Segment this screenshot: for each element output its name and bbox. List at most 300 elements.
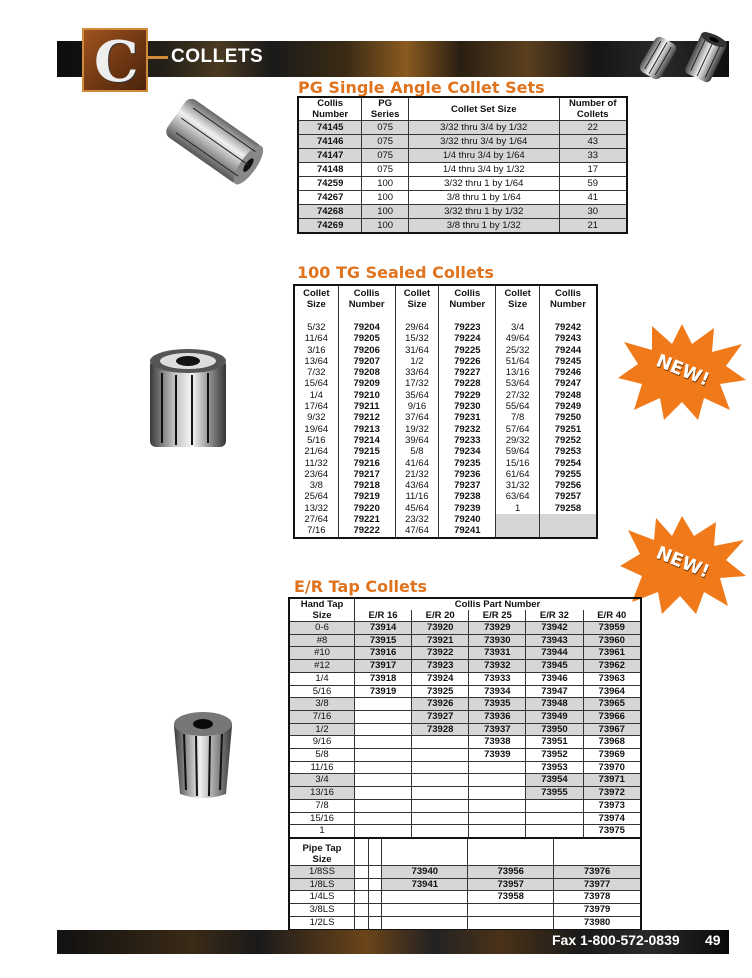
col-header: E/R 20 (412, 610, 469, 622)
cell: 5/16 (294, 435, 338, 446)
cell: 79248 (539, 390, 597, 401)
cell: 79213 (338, 424, 395, 435)
cell: 79215 (338, 446, 395, 457)
cell: 5/16 (289, 685, 355, 698)
cell: 73958 (468, 891, 554, 904)
cell: 79231 (439, 412, 496, 423)
cell: 73916 (355, 647, 412, 660)
cell: 33 (559, 149, 627, 163)
cell: 73931 (469, 647, 526, 660)
cell: 11/32 (294, 458, 338, 469)
col-header: E/R 32 (526, 610, 583, 622)
cell (526, 825, 583, 838)
cell: 73936 (469, 710, 526, 723)
cell: 9/16 (395, 401, 439, 412)
cell (355, 736, 412, 749)
cell: 17/64 (294, 401, 338, 412)
cell: 3/8LS (289, 904, 355, 917)
cell (539, 514, 597, 525)
table-row (294, 469, 597, 480)
cell: 79204 (338, 322, 395, 333)
table-row (298, 177, 627, 191)
cell: 73921 (412, 634, 469, 647)
cell (355, 812, 412, 825)
cell: 79243 (539, 333, 597, 344)
spacer-row (294, 310, 597, 322)
cell (412, 749, 469, 762)
cell: 73951 (526, 736, 583, 749)
cell: 7/8 (496, 412, 540, 423)
table-row (289, 710, 641, 723)
cell (382, 904, 468, 917)
table-row (294, 412, 597, 423)
cell: 74268 (298, 205, 362, 219)
cell: 075 (362, 163, 409, 177)
cell: 3/16 (294, 345, 338, 356)
col-header: PG Series (362, 97, 409, 121)
cell: 5/32 (294, 322, 338, 333)
table-row (289, 698, 641, 711)
cell: 1/4 thru 3/4 by 1/32 (409, 163, 559, 177)
cell: 79240 (439, 514, 496, 525)
cell (355, 916, 369, 929)
cell: 73940 (382, 866, 468, 879)
cell: 79249 (539, 401, 597, 412)
col-header: Collet Size (395, 285, 439, 310)
cell: 73928 (412, 723, 469, 736)
cell: 73959 (583, 622, 641, 635)
cell: 1 (496, 503, 540, 514)
cell: 79256 (539, 480, 597, 491)
cell: 1/4 (294, 390, 338, 401)
table-row (289, 891, 641, 904)
cell: 73964 (583, 685, 641, 698)
cell: 7/32 (294, 367, 338, 378)
cell: 73919 (355, 685, 412, 698)
table-row (298, 191, 627, 205)
table-row (294, 480, 597, 491)
section-title: COLLETS (171, 46, 264, 67)
cell (368, 904, 382, 917)
cell: 39/64 (395, 435, 439, 446)
cell: 13/64 (294, 356, 338, 367)
cell: 13/32 (294, 503, 338, 514)
cell: 79246 (539, 367, 597, 378)
cell: 31/32 (496, 480, 540, 491)
cell: 0-6 (289, 622, 355, 635)
cell: 79235 (439, 458, 496, 469)
logo-letter: C (94, 29, 139, 95)
cell: 1/2 (395, 356, 439, 367)
table-row (289, 672, 641, 685)
cell: 35/64 (395, 390, 439, 401)
er-tap-collets-table (288, 597, 642, 839)
col-header: E/R 40 (583, 610, 641, 622)
cell: 3/32 thru 3/4 by 1/64 (409, 135, 559, 149)
cell: 74147 (298, 149, 362, 163)
cell: 23/64 (294, 469, 338, 480)
cell (469, 825, 526, 838)
group-header: Collis Part Number (355, 598, 642, 610)
cell: 1 (289, 825, 355, 838)
footer-fax: Fax 1-800-572-0839 (552, 932, 680, 948)
cell: 15/16 (496, 458, 540, 469)
cell (368, 891, 382, 904)
cell (469, 774, 526, 787)
cell: 73946 (526, 672, 583, 685)
cell: 73968 (583, 736, 641, 749)
col-header: E/R 16 (355, 610, 412, 622)
cell: 79206 (338, 345, 395, 356)
cell (412, 736, 469, 749)
cell: 79221 (338, 514, 395, 525)
col-header: Collis Number (439, 285, 496, 310)
table-row (289, 761, 641, 774)
cell: 1/4 thru 3/4 by 1/64 (409, 149, 559, 163)
table-row (294, 424, 597, 435)
cell: 9/16 (289, 736, 355, 749)
col-header: Collis Number (539, 285, 597, 310)
cell (355, 878, 369, 891)
cell: 3/32 thru 1 by 1/32 (409, 205, 559, 219)
cell: 73977 (554, 878, 641, 891)
table-row (289, 685, 641, 698)
cell: 57/64 (496, 424, 540, 435)
cell: 3/32 thru 1 by 1/64 (409, 177, 559, 191)
cell: 21/64 (294, 446, 338, 457)
cell: 73930 (469, 634, 526, 647)
er-pipe-tap-table (288, 837, 642, 931)
cell (368, 866, 382, 879)
new-badge-label-1: NEW! (653, 350, 713, 391)
cell: 3/8 thru 1 by 1/32 (409, 219, 559, 234)
cell: 3/4 (496, 322, 540, 333)
cell (539, 525, 597, 537)
cell (412, 787, 469, 800)
page-number: 49 (705, 932, 721, 948)
cell: 79229 (439, 390, 496, 401)
cell: 11/16 (395, 491, 439, 502)
cell (355, 774, 412, 787)
cell: 79224 (439, 333, 496, 344)
cell: 73942 (526, 622, 583, 635)
table-header-row (298, 97, 627, 121)
cell: 43 (559, 135, 627, 149)
cell: 73976 (554, 866, 641, 879)
cell: 59 (559, 177, 627, 191)
cell: 29/32 (496, 435, 540, 446)
cell (368, 916, 382, 929)
cell: 73967 (583, 723, 641, 736)
cell: 30 (559, 205, 627, 219)
cell: 73974 (583, 812, 641, 825)
table-row (289, 866, 641, 879)
cell: 7/16 (289, 710, 355, 723)
table-row (289, 799, 641, 812)
cell: 79208 (338, 367, 395, 378)
cell: 73924 (412, 672, 469, 685)
cell: 15/64 (294, 378, 338, 389)
cell (355, 904, 369, 917)
er-collet-image (166, 704, 240, 804)
cell (412, 825, 469, 838)
cell: 100 (362, 177, 409, 191)
cell: 79218 (338, 480, 395, 491)
table-row (289, 634, 641, 647)
cell: 21/32 (395, 469, 439, 480)
cell: 31/64 (395, 345, 439, 356)
cell: 73917 (355, 660, 412, 673)
col-header-pipe-tap-size: Pipe Tap Size (289, 838, 355, 866)
cell: 21 (559, 219, 627, 234)
table-row (294, 345, 597, 356)
cell: 74146 (298, 135, 362, 149)
table-row (289, 787, 641, 800)
er-table-title: E/R Tap Collets (294, 577, 428, 596)
cell: 55/64 (496, 401, 540, 412)
cell: 79236 (439, 469, 496, 480)
cell: 5/8 (395, 446, 439, 457)
table-row (294, 525, 597, 537)
table-header-row (289, 598, 641, 610)
table-row (294, 503, 597, 514)
cell: #12 (289, 660, 355, 673)
table-row (294, 491, 597, 502)
cell: 73920 (412, 622, 469, 635)
col-header-hand-tap-size: Hand Tap Size (289, 598, 355, 622)
cell: 73922 (412, 647, 469, 660)
cell: 73941 (382, 878, 468, 891)
cell (412, 761, 469, 774)
cell: 74145 (298, 121, 362, 135)
table-row (289, 878, 641, 891)
cell: 73969 (583, 749, 641, 762)
collis-logo (82, 28, 148, 95)
cell: 13/16 (496, 367, 540, 378)
cell: 22 (559, 121, 627, 135)
cell: 73950 (526, 723, 583, 736)
tg-collet-image (142, 345, 234, 453)
col-header: Collet Set Size (409, 97, 559, 121)
cell: 79253 (539, 446, 597, 457)
pg-table-title: PG Single Angle Collet Sets (298, 78, 545, 97)
cell: 73925 (412, 685, 469, 698)
cell (469, 787, 526, 800)
cell: #10 (289, 647, 355, 660)
table-row (289, 749, 641, 762)
col-header: Collis Number (338, 285, 395, 310)
tg-table-title: 100 TG Sealed Collets (297, 263, 494, 282)
cell: 1/4 (289, 672, 355, 685)
col-header: Collet Size (496, 285, 540, 310)
cell: 47/64 (395, 525, 439, 537)
cell: 74269 (298, 219, 362, 234)
cell (468, 916, 554, 929)
cell: 100 (362, 219, 409, 234)
cell: 79205 (338, 333, 395, 344)
col-header: Collet Size (294, 285, 338, 310)
cell: 61/64 (496, 469, 540, 480)
cell: 79233 (439, 435, 496, 446)
cell: 49/64 (496, 333, 540, 344)
cell: 73948 (526, 698, 583, 711)
cell: 73971 (583, 774, 641, 787)
table-row (298, 135, 627, 149)
cell: 79239 (439, 503, 496, 514)
cell (526, 799, 583, 812)
table-row (294, 390, 597, 401)
cell: 79214 (338, 435, 395, 446)
cell: 73952 (526, 749, 583, 762)
cell: 13/16 (289, 787, 355, 800)
cell: 17 (559, 163, 627, 177)
cell: 075 (362, 121, 409, 135)
col-header: Number of Collets (559, 97, 627, 121)
table-row (289, 825, 641, 838)
cell: 73943 (526, 634, 583, 647)
cell: 075 (362, 149, 409, 163)
cell: 79237 (439, 480, 496, 491)
cell: 79220 (338, 503, 395, 514)
cell: 7/16 (294, 525, 338, 537)
cell (355, 761, 412, 774)
cell: 79227 (439, 367, 496, 378)
cell: 73973 (583, 799, 641, 812)
cell (355, 723, 412, 736)
cell: 79242 (539, 322, 597, 333)
cell: 100 (362, 191, 409, 205)
pg-collet-sets-table (297, 96, 628, 234)
table-row (289, 904, 641, 917)
cell: 74267 (298, 191, 362, 205)
cell: 73979 (554, 904, 641, 917)
cell (355, 866, 369, 879)
cell: 27/32 (496, 390, 540, 401)
cell (382, 891, 468, 904)
cell: 73963 (583, 672, 641, 685)
table-row (289, 723, 641, 736)
cell: 79230 (439, 401, 496, 412)
cell: 25/64 (294, 491, 338, 502)
cell (469, 761, 526, 774)
cell: 73923 (412, 660, 469, 673)
cell: 79223 (439, 322, 496, 333)
table-row (294, 514, 597, 525)
cell (469, 799, 526, 812)
cell: 19/32 (395, 424, 439, 435)
cell: 79247 (539, 378, 597, 389)
table-row (289, 916, 641, 929)
table-row (294, 322, 597, 333)
cell: 79257 (539, 491, 597, 502)
cell (412, 812, 469, 825)
cell: 41/64 (395, 458, 439, 469)
cell: 3/8 thru 1 by 1/64 (409, 191, 559, 205)
cell: 45/64 (395, 503, 439, 514)
cell: 73978 (554, 891, 641, 904)
table-row (294, 401, 597, 412)
cell: 79244 (539, 345, 597, 356)
cell (382, 916, 468, 929)
cell: 79251 (539, 424, 597, 435)
cell: 11/16 (289, 761, 355, 774)
table-row (298, 219, 627, 234)
table-row (289, 660, 641, 673)
cell: 53/64 (496, 378, 540, 389)
cell: 79226 (439, 356, 496, 367)
table-row (294, 367, 597, 378)
cell: 73965 (583, 698, 641, 711)
new-badge-label-2: NEW! (653, 542, 713, 583)
cell: 79252 (539, 435, 597, 446)
cell: 79234 (439, 446, 496, 457)
cell: 27/64 (294, 514, 338, 525)
col-header: E/R 25 (469, 610, 526, 622)
cell (496, 514, 540, 525)
cell: 73966 (583, 710, 641, 723)
cell: 63/64 (496, 491, 540, 502)
table-row (289, 736, 641, 749)
cell: 73947 (526, 685, 583, 698)
cell: 79254 (539, 458, 597, 469)
cell: #8 (289, 634, 355, 647)
cell: 73914 (355, 622, 412, 635)
cell: 73938 (469, 736, 526, 749)
cell: 51/64 (496, 356, 540, 367)
cell: 73935 (469, 698, 526, 711)
cell: 73933 (469, 672, 526, 685)
cell: 73960 (583, 634, 641, 647)
table-row (289, 647, 641, 660)
cell: 79250 (539, 412, 597, 423)
cell: 73961 (583, 647, 641, 660)
table-row (294, 446, 597, 457)
cell: 43/64 (395, 480, 439, 491)
logo-connector-line (146, 56, 168, 59)
cell: 73934 (469, 685, 526, 698)
cell: 79207 (338, 356, 395, 367)
cell: 79219 (338, 491, 395, 502)
cell: 79228 (439, 378, 496, 389)
cell: 1/2 (289, 723, 355, 736)
cell: 79232 (439, 424, 496, 435)
cell: 3/4 (289, 774, 355, 787)
cell (412, 799, 469, 812)
cell: 73953 (526, 761, 583, 774)
cell (355, 799, 412, 812)
cell: 1/4LS (289, 891, 355, 904)
cell: 73956 (468, 866, 554, 879)
cell: 1/8SS (289, 866, 355, 879)
cell: 73957 (468, 878, 554, 891)
cell (355, 749, 412, 762)
header-collet-image-2 (682, 30, 730, 84)
cell: 73929 (469, 622, 526, 635)
table-row (294, 458, 597, 469)
cell: 3/8 (289, 698, 355, 711)
cell: 74259 (298, 177, 362, 191)
cell: 73932 (469, 660, 526, 673)
col-header: Collis Number (298, 97, 362, 121)
cell: 73937 (469, 723, 526, 736)
cell: 59/64 (496, 446, 540, 457)
cell: 100 (362, 205, 409, 219)
table-row (298, 121, 627, 135)
cell: 79222 (338, 525, 395, 537)
cell: 3/8 (294, 480, 338, 491)
cell: 79241 (439, 525, 496, 537)
cell: 79216 (338, 458, 395, 469)
